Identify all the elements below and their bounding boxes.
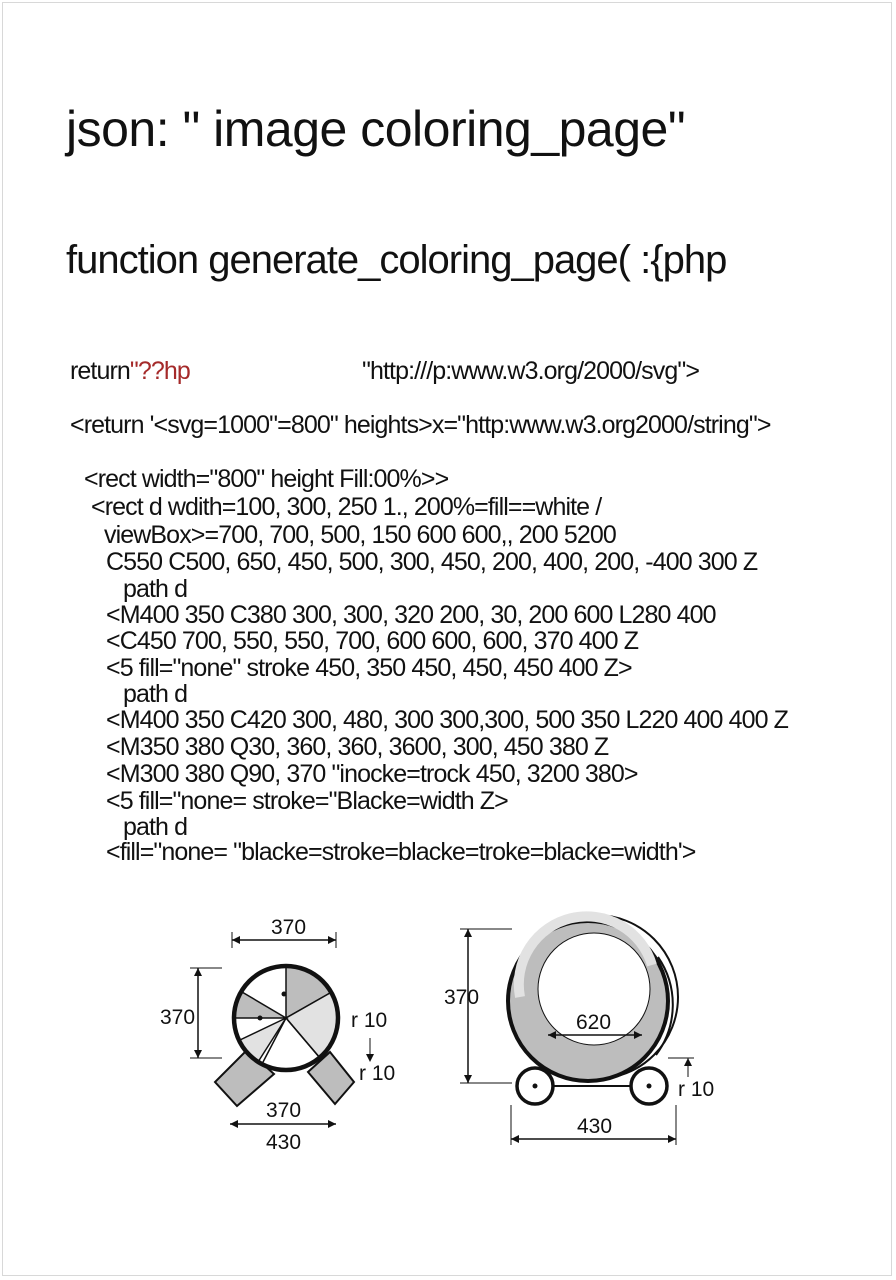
code-line-4: <rect d wdith=100, 300, 250 1., 200%=fill==white / — [91, 493, 602, 521]
arrow-head — [194, 1050, 202, 1058]
axle-dot — [647, 1084, 652, 1089]
code-line-16: path d — [123, 813, 188, 841]
code-line-14: <M300 380 Q90, 370 "inocke=trock 450, 3200 380> — [106, 760, 638, 788]
arrow-head — [230, 1120, 238, 1128]
code-line-3: <rect width="800" height Fill:00%>> — [84, 465, 449, 493]
page-title: json: " image coloring_page" — [66, 101, 686, 157]
arrow-head — [684, 1058, 692, 1066]
code-line-7: path d — [123, 575, 188, 603]
hub-dot — [282, 992, 287, 997]
radius-label-1: r 10 — [351, 1009, 388, 1032]
code-line-15: <5 fill="none= stroke="Blacke=width Z> — [106, 787, 508, 815]
accent-token: "??hp — [129, 357, 190, 385]
code-line-1-url: "http:///p:www.w3.org/2000/svg"> — [362, 357, 700, 385]
arrow-head — [464, 929, 472, 937]
code-line-2: <return '<svg=1000"=800" heights>x="http:www.w3.org2000/string"> — [70, 411, 771, 439]
code-line-8: <M400 350 C380 300, 300, 320 200, 30, 200 600 L280 400 — [106, 601, 716, 629]
inner-dimension-label: 620 — [576, 1011, 612, 1034]
wheel-diagram-left-drawing — [150, 910, 440, 1160]
arrow-head — [328, 936, 336, 944]
arrow-head — [366, 1054, 374, 1062]
radius-label: r 10 — [678, 1078, 715, 1101]
code-line-9: <C450 700, 550, 550, 700, 600 600, 600, 370 400 Z — [106, 627, 639, 655]
code-line-5: viewBox>=700, 700, 500, 150 600 600,, 200 5200 — [104, 521, 616, 549]
code-line-12: <M400 350 C420 300, 480, 300 300,300, 500 350 L220 400 400 Z — [106, 706, 789, 734]
wheel-diagram-left — [150, 910, 440, 1160]
top-dimension-label: 370 — [271, 916, 307, 939]
wheel-diagram-right-drawing — [430, 905, 730, 1155]
code-line-13: <M350 380 Q30, 360, 360, 3600, 300, 450 380 Z — [106, 733, 609, 761]
arrow-head — [194, 968, 202, 976]
side-dimension-label: 370 — [444, 986, 480, 1009]
bottom-dimension-outer-label: 430 — [266, 1131, 302, 1154]
code-line-17: <fill="none= "blacke=stroke=blacke=troke=blacke=width'> — [106, 838, 696, 866]
code-line-6: C550 C500, 650, 450, 500, 300, 450, 200, 400, 200, -400 300 Z — [106, 548, 758, 576]
code-line-11: path d — [123, 680, 188, 708]
arrow-head — [511, 1135, 519, 1143]
code-line-10: <5 fill="none" stroke 450, 350 450, 450, 450 400 Z> — [106, 654, 632, 682]
function-signature: function generate_coloring_page( :{php — [66, 238, 727, 282]
arrow-head — [328, 1120, 336, 1128]
bottom-dimension-inner-label: 370 — [266, 1099, 302, 1122]
side-dimension-label: 370 — [160, 1006, 196, 1029]
return-keyword: return — [70, 357, 130, 385]
arrow-head — [232, 936, 240, 944]
bottom-dimension-label: 430 — [577, 1115, 613, 1138]
axle-dot — [533, 1084, 538, 1089]
wheel-diagram-right — [430, 905, 730, 1155]
radius-label-2: r 10 — [359, 1062, 396, 1085]
code-line-1 — [70, 357, 190, 386]
arrow-head — [464, 1075, 472, 1083]
arrow-head — [668, 1135, 676, 1143]
wheel-sector-left — [234, 992, 286, 1018]
hub-dot — [258, 1016, 263, 1021]
